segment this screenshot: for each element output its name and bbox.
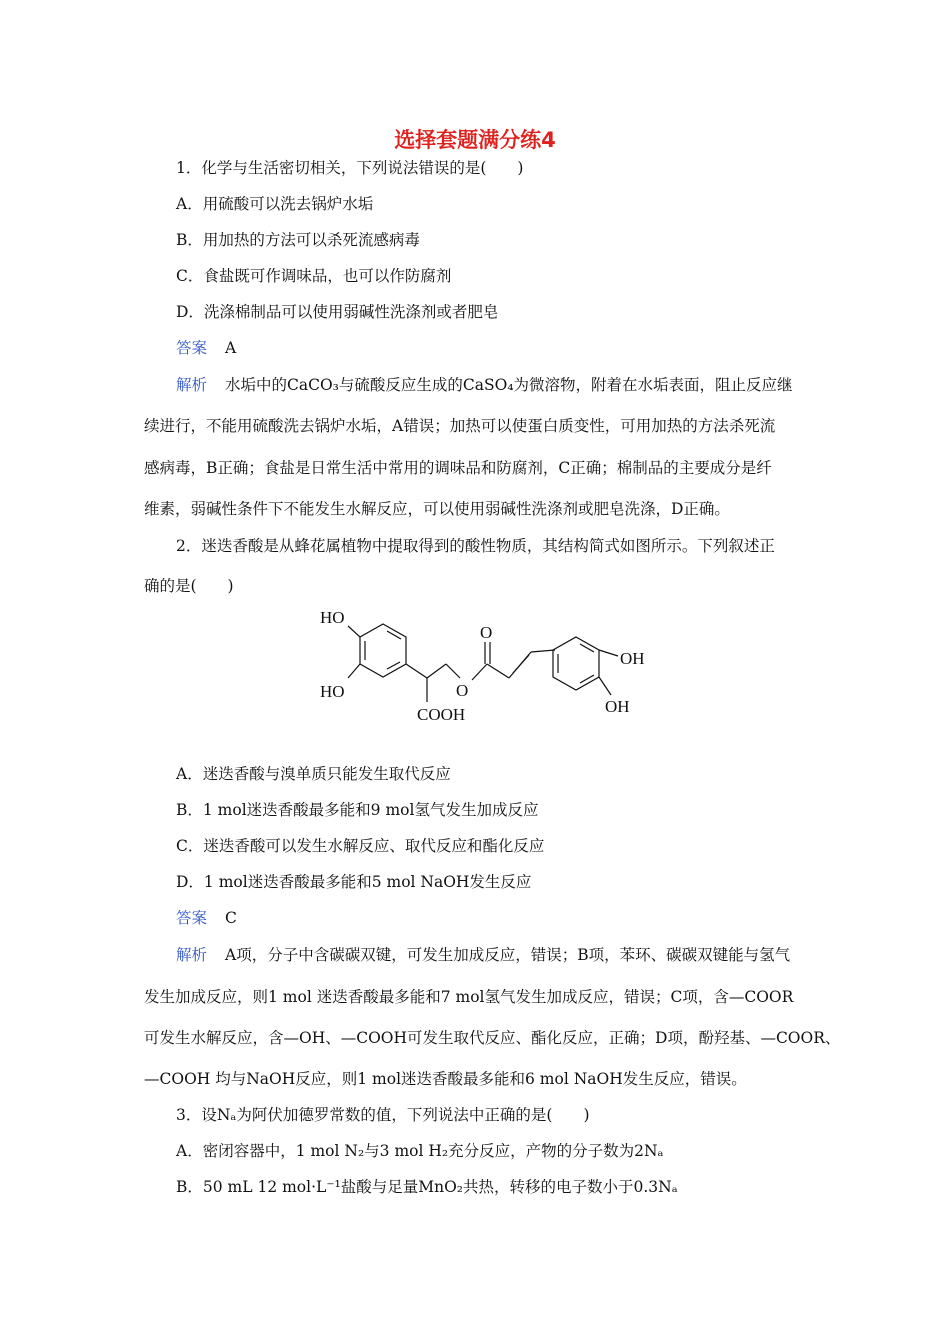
q2-option-a: A．迷迭香酸与溴单质只能发生取代反应 xyxy=(176,765,451,783)
q1-option-d: D．洗涤棉制品可以使用弱碱性洗涤剂或者肥皂 xyxy=(176,303,499,321)
q2-analysis-label: 解析 xyxy=(176,946,208,964)
q1-option-b: B．用加热的方法可以杀死流感病毒 xyxy=(176,231,420,249)
cooh-label: COOH xyxy=(417,705,466,724)
q1-stem: 1．化学与生活密切相关，下列说法错误的是( ) xyxy=(176,159,524,177)
q1-analysis-line-3: 感病毒，B正确；食盐是日常生活中常用的调味品和防腐剂，C正确；棉制品的主要成分是纤 xyxy=(144,459,772,477)
q2-answer-label: 答案 xyxy=(176,909,208,927)
q2-analysis-line-4: —COOH 均与NaOH反应，则1 mol迷迭香酸最多能和6 mol NaOH发生反应，错误。 xyxy=(144,1070,747,1088)
q2-analysis-text-1: A项，分子中含碳碳双键，可发生加成反应，错误；B项，苯环、碳碳双键能与氢气 xyxy=(225,946,791,964)
q1-answer-label: 答案 xyxy=(176,339,208,357)
ho-top-label: HO xyxy=(320,608,345,627)
rosmarinic-acid-structure xyxy=(318,598,674,730)
q2-option-c: C．迷迭香酸可以发生水解反应、取代反应和酯化反应 xyxy=(176,837,545,855)
q2-analysis-line-1 xyxy=(176,945,809,965)
oh-right-label: OH xyxy=(620,649,645,668)
q1-analysis-label: 解析 xyxy=(176,376,208,394)
oh-bottom-label: OH xyxy=(605,697,630,716)
q2-analysis-line-3: 可发生水解反应，含—OH、—COOH可发生取代反应、酯化反应，正确；D项，酚羟基、—COOR、 xyxy=(144,1029,841,1047)
carbonyl-oxygen-label: O xyxy=(480,623,493,642)
q2-stem-line-2: 确的是( ) xyxy=(144,577,234,595)
q1-analysis-line-2: 续进行，不能用硫酸洗去锅炉水垢，A错误；加热可以使蛋白质变性，可用加热的方法杀死流 xyxy=(144,417,776,435)
q1-analysis-line-4: 维素，弱碱性条件下不能发生水解反应，可以使用弱碱性洗涤剂或肥皂洗涤，D正确。 xyxy=(144,500,730,518)
q3-option-b: B．50 mL 12 mol·L⁻¹盐酸与足量MnO₂共热，转移的电子数小于0.3Nₐ xyxy=(176,1178,678,1196)
q1-answer xyxy=(176,338,809,358)
q3-stem: 3．设Nₐ为阿伏加德罗常数的值，下列说法中正确的是( ) xyxy=(176,1106,590,1124)
q1-option-c: C．食盐既可作调味品，也可以作防腐剂 xyxy=(176,267,452,285)
q2-analysis-line-2: 发生加成反应，则1 mol 迷迭香酸最多能和7 mol氢气发生加成反应，错误；C项，含—COOR xyxy=(144,988,794,1006)
q1-answer-value: A xyxy=(225,339,237,357)
q2-option-d: D．1 mol迷迭香酸最多能和5 mol NaOH发生反应 xyxy=(176,873,532,891)
q2-answer-value: C xyxy=(225,909,237,927)
q1-analysis-text-1: 水垢中的CaCO₃与硫酸反应生成的CaSO₄为微溶物，附着在水垢表面，阻止反应继 xyxy=(225,376,793,394)
q1-option-a: A．用硫酸可以洗去锅炉水垢 xyxy=(176,195,374,213)
page-title: 选择套题满分练4 xyxy=(394,128,556,152)
q2-answer xyxy=(176,908,809,928)
ester-oxygen-label: O xyxy=(456,681,469,700)
left-benzene-ring xyxy=(360,624,406,677)
ho-bottom-label: HO xyxy=(320,682,345,701)
q3-option-a: A．密闭容器中，1 mol N₂与3 mol H₂充分反应，产物的分子数为2Nₐ xyxy=(176,1142,664,1160)
q2-option-b: B．1 mol迷迭香酸最多能和9 mol氢气发生加成反应 xyxy=(176,801,539,819)
q2-stem-line-1: 2．迷迭香酸是从蜂花属植物中提取得到的酸性物质，其结构简式如图所示。下列叙述正 xyxy=(176,537,775,555)
q1-analysis-line-1 xyxy=(176,375,809,395)
right-benzene-ring xyxy=(553,637,599,690)
